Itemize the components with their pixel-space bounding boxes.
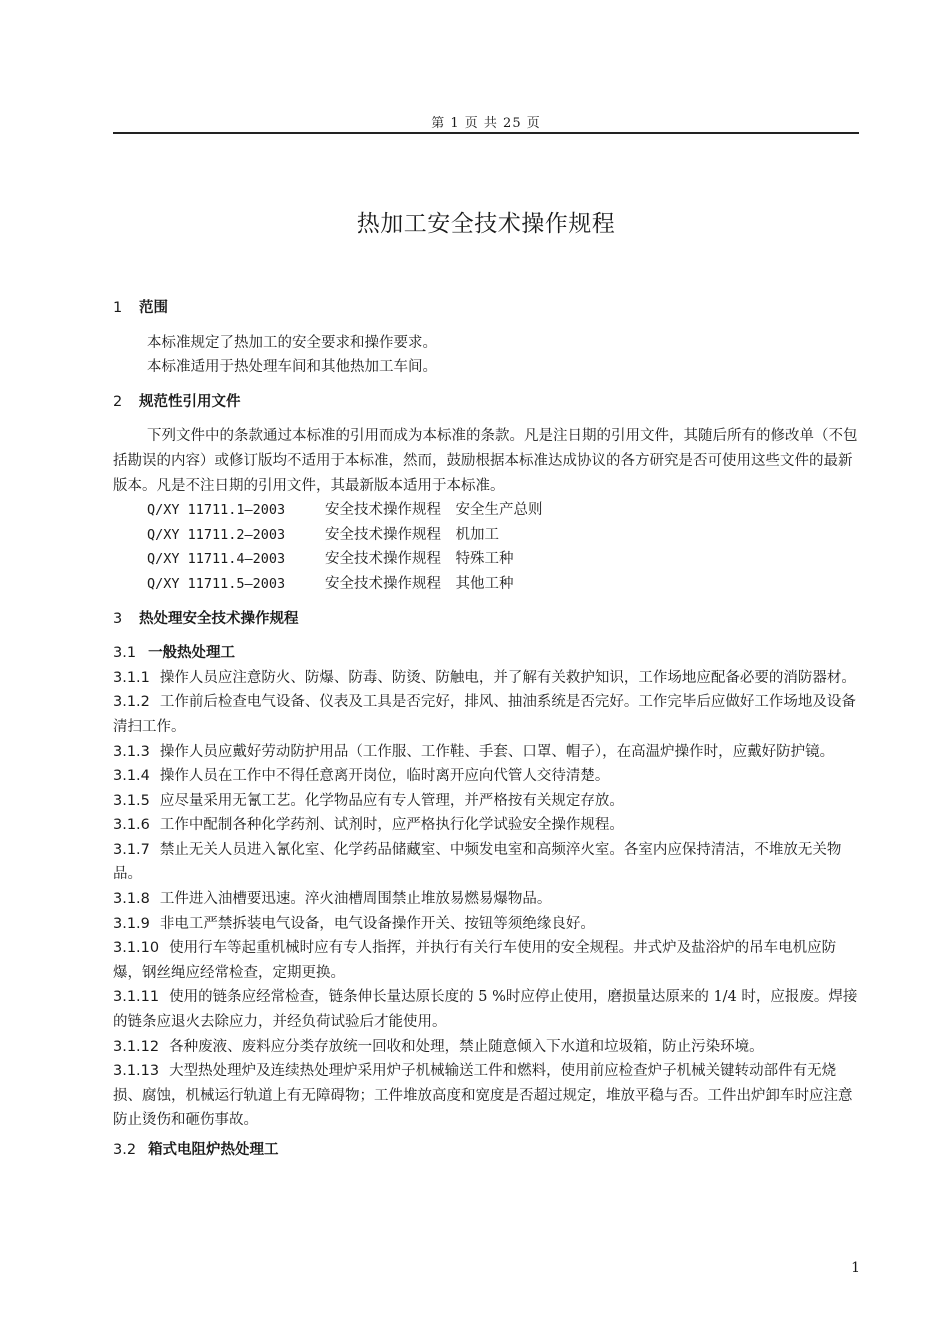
reference-title: 安全技术操作规程 其他工种	[325, 575, 514, 592]
clause	[113, 912, 863, 937]
subsection-number: 3.1	[113, 645, 137, 662]
clause-text: 工作前后检查电气设备、仪表及工具是否完好，排风、抽油系统是否完好。工作完毕后应做好工作场地及设备清扫工作。	[113, 694, 856, 735]
clause	[113, 690, 863, 739]
clause-number: 3.1.10	[113, 940, 160, 957]
document-title: 热加工安全技术操作规程	[356, 211, 616, 237]
subsection-number: 3.2	[113, 1142, 137, 1158]
document-body	[113, 291, 863, 1163]
page-header: 第 1 页 共 25 页	[431, 116, 541, 131]
reference-code: Q/XY 11711.4—2003	[147, 551, 286, 568]
clause	[113, 813, 863, 838]
subsection-heading-3-2	[113, 1138, 863, 1163]
clause	[113, 838, 863, 887]
clause	[113, 985, 863, 1034]
section-heading-3	[113, 607, 863, 632]
clause-text: 操作人员应戴好劳动防护用品（工作服、工作鞋、手套、口罩、帽子），在高温炉操作时，应戴好防护镜。	[159, 743, 835, 760]
clause-number: 3.1.6	[113, 817, 150, 834]
reference-title: 安全技术操作规程 安全生产总则	[325, 502, 543, 519]
clause-text: 操作人员在工作中不得任意离开岗位，临时离开应向代管人交待清楚。	[159, 768, 610, 785]
section-title: 规范性引用文件	[139, 393, 241, 410]
clause-number: 3.1.11	[113, 989, 160, 1006]
section-heading-2	[113, 390, 863, 415]
clause-text: 使用行车等起重机械时应有专人指挥，并执行有关行车使用的安全规程。井式炉及盐浴炉的吊车电机应防爆，钢丝绳应经常检查，定期更换。	[113, 940, 837, 981]
header-rule	[113, 132, 859, 134]
clause-text: 应尽量采用无氰工艺。化学物品应有专人管理，并严格按有关规定存放。	[159, 792, 624, 809]
reference-title: 安全技术操作规程 特殊工种	[325, 551, 514, 568]
clause-number: 3.1.4	[113, 768, 150, 785]
clause-number: 3.1.9	[113, 915, 150, 932]
reference-code: Q/XY 11711.5—2003	[147, 575, 286, 592]
clause-number: 3.1.8	[113, 891, 150, 908]
clause-text: 非电工严禁拆装电气设备，电气设备操作开关、按钮等须绝缘良好。	[159, 915, 595, 932]
reference-code: Q/XY 11711.1—2003	[147, 502, 286, 519]
clause-text: 禁止无关人员进入氰化室、化学药品储藏室、中频发电室和高频淬火室。各室内应保持清洁，不堆放无关物品。	[113, 841, 842, 883]
clause	[113, 887, 863, 912]
reference-item	[113, 523, 863, 548]
clause-text: 使用的链条应经常检查，链条伸长量达原长度的 5 %时应停止使用，磨损量达原来的 1/4 时，应报废。焊接的链条应退火去除应力，并经负荷试验后才能使用。	[113, 989, 858, 1031]
subsection-title: 箱式电阻炉热处理工	[148, 1142, 279, 1158]
clause	[113, 764, 863, 789]
clause-number: 3.1.13	[113, 1063, 160, 1080]
clause	[113, 789, 863, 814]
reference-title: 安全技术操作规程 机加工	[325, 526, 499, 543]
clause-text: 工作中配制各种化学药剂、试剂时，应严格执行化学试验安全操作规程。	[159, 817, 624, 834]
clause-number: 3.1.1	[113, 669, 150, 686]
subsection-heading-3-1	[113, 641, 863, 666]
reference-code: Q/XY 11711.2—2003	[147, 526, 286, 543]
section-heading-1	[113, 296, 863, 321]
clause-text: 工件进入油槽要迅速。淬火油槽周围禁止堆放易燃易爆物品。	[159, 891, 552, 908]
clause-number: 3.1.5	[113, 792, 150, 809]
paragraph: 下列文件中的条款通过本标准的引用而成为本标准的条款。凡是注日期的引用文件，其随后所有的修改单（不包括勘误的内容）或修订版均不适用于本标准，然而，鼓励根据本标准达成协议的各方研究是否可使用这些文件的最新版本。凡是不注日期的引用文件，其最新版本适用于本标准。	[113, 428, 858, 494]
clause-text: 各种废液、废料应分类存放统一回收和处理，禁止随意倾入下水道和垃圾箱，防止污染环境。	[169, 1038, 764, 1055]
page-number: 1	[851, 1260, 860, 1276]
clause	[113, 936, 863, 985]
clause-number: 3.1.12	[113, 1038, 160, 1055]
section-title: 范围	[139, 300, 168, 316]
reference-item	[113, 547, 863, 572]
clause	[113, 666, 863, 691]
clause-text: 大型热处理炉及连续热处理炉采用炉子机械输送工件和燃料，使用前应检查炉子机械关键转动部件有无烧损、腐蚀，机械运行轨道上有无障碍物；工件堆放高度和宽度是否超过规定，堆放平稳与否。工件出炉卸车时应注意防止烫伤和砸伤事故。	[113, 1063, 853, 1129]
clause	[113, 1035, 863, 1060]
clause-number: 3.1.3	[113, 743, 150, 760]
paragraph: 本标准适用于热处理车间和其他热加工车间。	[147, 359, 437, 376]
section-number: 2	[113, 393, 123, 410]
reference-item	[113, 498, 863, 523]
section-number: 3	[113, 610, 123, 627]
paragraph: 本标准规定了热加工的安全要求和操作要求。	[147, 334, 437, 351]
section-title: 热处理安全技术操作规程	[139, 610, 299, 627]
clause-number: 3.1.2	[113, 694, 150, 711]
clause	[113, 740, 863, 765]
clause-number: 3.1.7	[113, 841, 150, 858]
clause	[113, 1059, 863, 1133]
clause-text: 操作人员应注意防火、防爆、防毒、防烫、防触电，并了解有关救护知识，工作场地应配备必要的消防器材。	[159, 669, 856, 686]
section-number: 1	[113, 300, 123, 316]
reference-item	[113, 572, 863, 597]
subsection-title: 一般热处理工	[148, 645, 236, 662]
